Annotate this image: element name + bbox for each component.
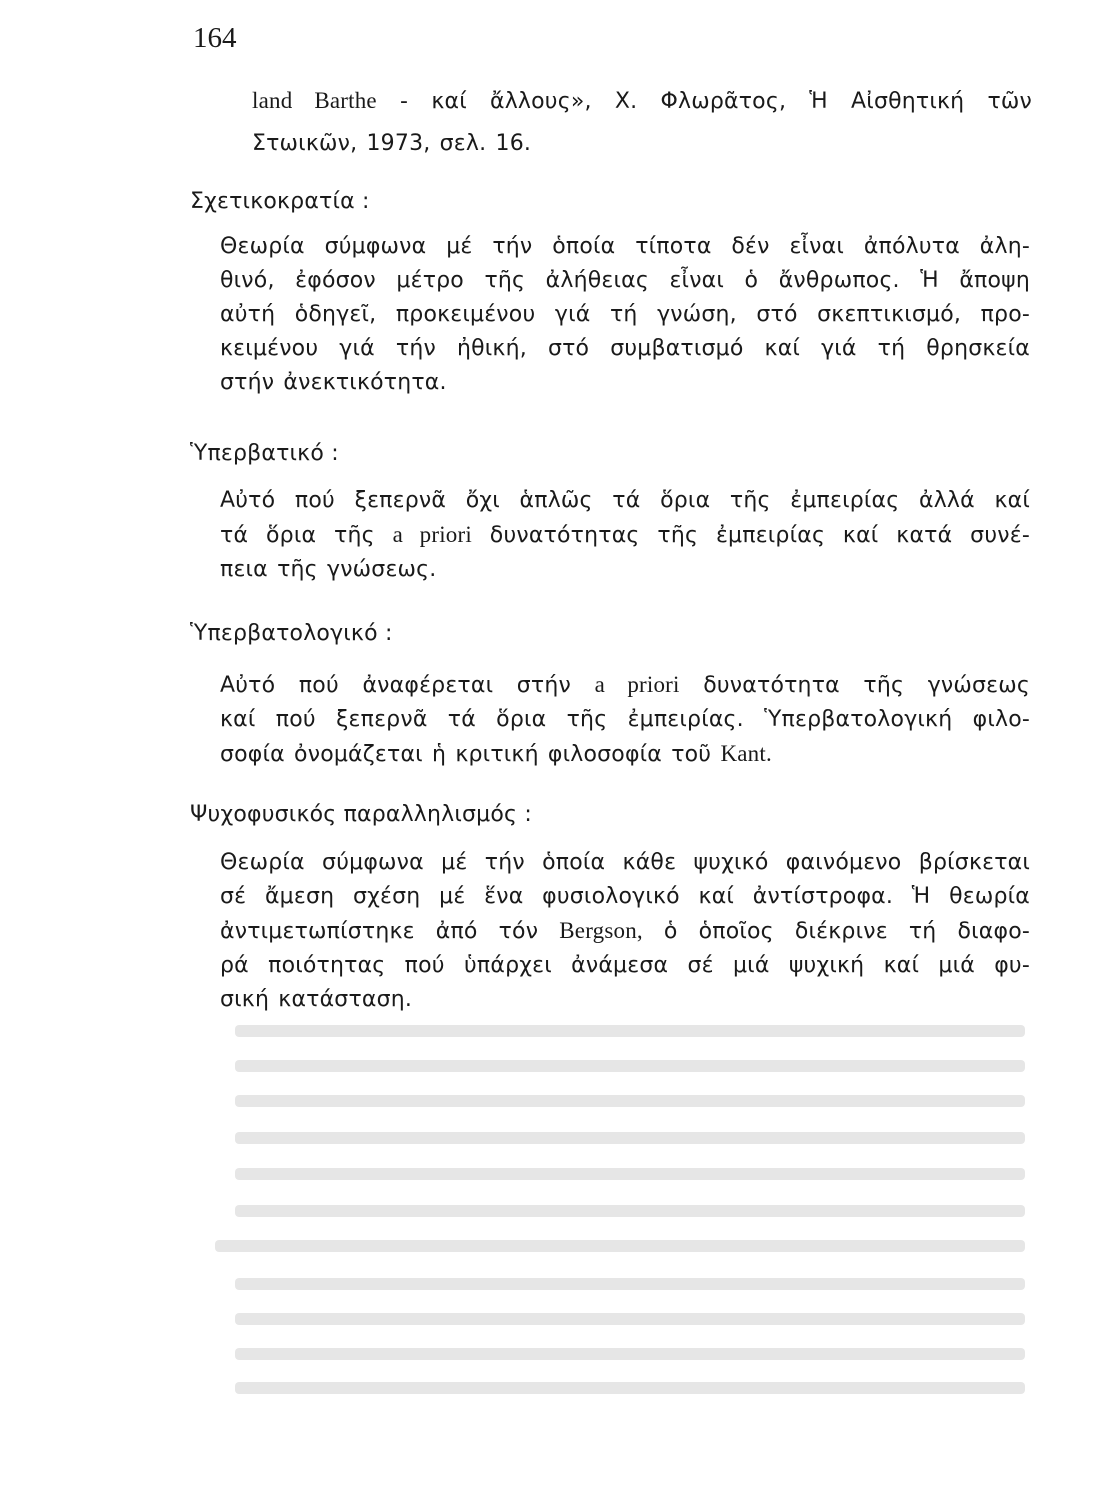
definition-fragment: δυνατότητα τῆς γνώσεως	[679, 673, 1030, 698]
definition-fragment: σοφία ὀνομάζεται ἡ κριτική φιλοσοφία τοῦ	[220, 742, 721, 767]
glossary-term: Ὑπερβατικό :	[190, 441, 339, 466]
definition-line: σική κατάσταση.	[220, 987, 413, 1012]
definition-fragment: ἀντιμετωπίστηκε ἀπό τόν	[220, 919, 560, 944]
latin-term: a priori	[392, 522, 472, 547]
definition-line: πεια τῆς γνώσεως.	[220, 557, 437, 582]
glossary-term: Σχετικοκρατία :	[190, 189, 370, 214]
definition-fragment: δυνατότητας τῆς ἐμπειρίας καί κατά συνέ-	[471, 523, 1030, 548]
definition-fragment: Αὐτό πού ἀναφέρεται στήν	[220, 673, 595, 698]
definition-line: Θεωρία σύμφωνα μέ τήν ὁποία κάθε ψυχικό φαινόμενο βρίσκεται	[220, 850, 1030, 875]
glossary-definition	[220, 668, 1030, 772]
definition-line: Θεωρία σύμφωνα μέ τήν ὁποία τίποτα δέν εἶναι ἀπόλυτα ἀλη-	[220, 234, 1030, 259]
glossary-definition	[220, 230, 1030, 400]
glossary-term: Ὑπερβατολογικό :	[190, 621, 393, 646]
definition-line	[220, 737, 1030, 772]
latin-term: a priori	[594, 672, 680, 697]
intro-line-2: Στωικῶν, 1973, σελ. 16.	[252, 131, 532, 156]
glossary-definition	[220, 484, 1030, 587]
intro-line-1: land Barthe - καί ἄλλους», Χ. Φλωρᾶτος, Ἡ Αἰσθητική τῶν	[252, 88, 1033, 114]
definition-line: ρά ποιότητας πού ὑπάρχει ἀνάμεσα σέ μιά ψυχική καί μιά φυ-	[220, 953, 1030, 978]
definition-line: θινό, ἐφόσον μέτρο τῆς ἀλήθειας εἶναι ὁ ἄνθρωπος. Ἡ ἄποψη	[220, 268, 1030, 293]
definition-line: κειμένου γιά τήν ἠθική, στό συμβατισμό καί γιά τή θρησκεία	[220, 336, 1030, 361]
definition-line: στήν ἀνεκτικότητα.	[220, 370, 447, 395]
intro-continuation	[252, 84, 1032, 161]
definition-line: Αὐτό πού ξεπερνᾶ ὄχι ἁπλῶς τά ὅρια τῆς ἐμπειρίας ἀλλά καί	[220, 488, 1030, 513]
definition-line: αὐτή ὁδηγεῖ, προκειμένου γιά τή γνώση, στό σκεπτικισμό, προ-	[220, 302, 1030, 327]
intro-latin-name: land Barthe	[252, 88, 377, 113]
definition-line	[220, 914, 1030, 949]
glossary-definition	[220, 846, 1030, 1017]
definition-fragment: τά ὅρια τῆς	[220, 523, 393, 548]
latin-name: Kant.	[720, 741, 772, 766]
definition-line: σέ ἄμεση σχέση μέ ἕνα φυσιολογικό καί ἀντίστροφα. Ἡ θεωρία	[220, 884, 1030, 909]
page-number: 164	[193, 22, 237, 54]
glossary-term: Ψυχοφυσικός παραλληλισμός :	[190, 802, 532, 827]
definition-fragment: ὁ ὁποῖος διέκρινε τή διαφο-	[642, 919, 1030, 944]
latin-name: Bergson,	[559, 918, 643, 943]
definition-line: καί πού ξεπερνᾶ τά ὅρια τῆς ἐμπειρίας. Ὑπερβατολογική φιλο-	[220, 707, 1030, 732]
intro-greek-text: καί ἄλλους», Χ. Φλωρᾶτος, Ἡ Αἰσθητική τῶν	[431, 89, 1033, 114]
definition-line	[220, 668, 1030, 703]
definition-line	[220, 518, 1030, 553]
